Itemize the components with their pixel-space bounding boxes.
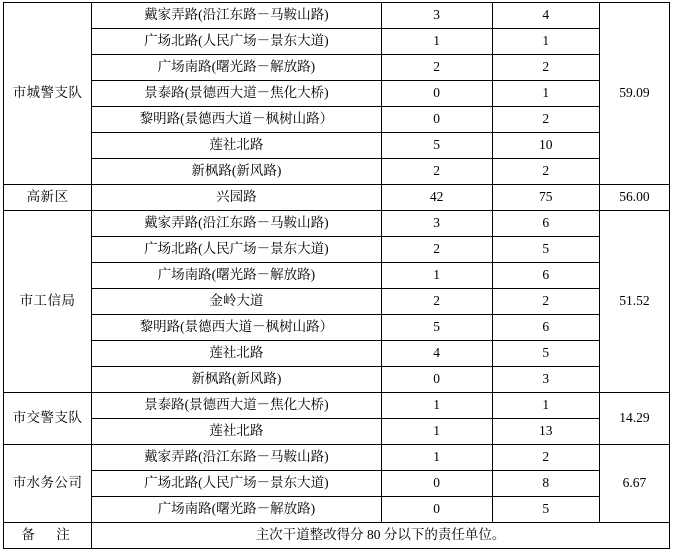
count2-cell: 5 <box>492 497 599 523</box>
count1-cell: 0 <box>381 81 492 107</box>
table-row <box>4 471 670 497</box>
count1-cell: 5 <box>381 315 492 341</box>
count1-cell: 3 <box>381 3 492 29</box>
count2-cell: 1 <box>492 29 599 55</box>
table-body <box>4 3 670 549</box>
score-cell: 59.09 <box>599 3 669 185</box>
road-cell: 新枫路(新风路) <box>92 367 381 393</box>
table-row <box>4 133 670 159</box>
count2-cell: 2 <box>492 289 599 315</box>
count2-cell: 13 <box>492 419 599 445</box>
count1-cell: 1 <box>381 445 492 471</box>
table-row <box>4 159 670 185</box>
footer-row <box>4 523 670 549</box>
count1-cell: 1 <box>381 263 492 289</box>
table-row <box>4 289 670 315</box>
table-row <box>4 419 670 445</box>
unit-cell: 市城警支队 <box>4 3 92 185</box>
road-cell: 广场北路(人民广场－景东大道) <box>92 237 381 263</box>
count2-cell: 8 <box>492 471 599 497</box>
table-row <box>4 29 670 55</box>
count1-cell: 5 <box>381 133 492 159</box>
table-row <box>4 107 670 133</box>
table-row <box>4 341 670 367</box>
score-cell: 51.52 <box>599 211 669 393</box>
count1-cell: 2 <box>381 289 492 315</box>
count1-cell: 3 <box>381 211 492 237</box>
count1-cell: 2 <box>381 55 492 81</box>
table-row <box>4 393 670 419</box>
count2-cell: 6 <box>492 211 599 237</box>
table-row <box>4 185 670 211</box>
count2-cell: 1 <box>492 81 599 107</box>
count1-cell: 2 <box>381 159 492 185</box>
table-row <box>4 445 670 471</box>
count2-cell: 3 <box>492 367 599 393</box>
count2-cell: 5 <box>492 237 599 263</box>
count1-cell: 0 <box>381 497 492 523</box>
road-cell: 金岭大道 <box>92 289 381 315</box>
road-cell: 莲社北路 <box>92 419 381 445</box>
count2-cell: 6 <box>492 315 599 341</box>
count2-cell: 75 <box>492 185 599 211</box>
road-cell: 广场北路(人民广场－景东大道) <box>92 29 381 55</box>
table-row <box>4 497 670 523</box>
count1-cell: 4 <box>381 341 492 367</box>
unit-cell: 高新区 <box>4 185 92 211</box>
unit-cell: 市水务公司 <box>4 445 92 523</box>
unit-cell: 市交警支队 <box>4 393 92 445</box>
road-cell: 新枫路(新风路) <box>92 159 381 185</box>
count2-cell: 2 <box>492 159 599 185</box>
road-cell: 戴家弄路(沿江东路－马鞍山路) <box>92 211 381 237</box>
road-cell: 戴家弄路(沿江东路－马鞍山路) <box>92 445 381 471</box>
count1-cell: 0 <box>381 367 492 393</box>
score-cell: 14.29 <box>599 393 669 445</box>
score-cell: 6.67 <box>599 445 669 523</box>
count2-cell: 2 <box>492 107 599 133</box>
count1-cell: 1 <box>381 29 492 55</box>
note-label: 备 注 <box>4 523 92 549</box>
count2-cell: 5 <box>492 341 599 367</box>
table-row <box>4 237 670 263</box>
road-cell: 黎明路(景德西大道－枫树山路） <box>92 107 381 133</box>
count1-cell: 2 <box>381 237 492 263</box>
count2-cell: 6 <box>492 263 599 289</box>
table-row <box>4 315 670 341</box>
road-cell: 景泰路(景德西大道－焦化大桥) <box>92 81 381 107</box>
table-row <box>4 263 670 289</box>
road-cell: 戴家弄路(沿江东路－马鞍山路) <box>92 3 381 29</box>
count2-cell: 2 <box>492 55 599 81</box>
count1-cell: 1 <box>381 393 492 419</box>
responsibility-table <box>3 2 670 549</box>
table-row <box>4 367 670 393</box>
road-cell: 莲社北路 <box>92 133 381 159</box>
score-cell: 56.00 <box>599 185 669 211</box>
table-row <box>4 211 670 237</box>
count2-cell: 1 <box>492 393 599 419</box>
road-cell: 莲社北路 <box>92 341 381 367</box>
unit-cell: 市工信局 <box>4 211 92 393</box>
road-cell: 黎明路(景德西大道－枫树山路） <box>92 315 381 341</box>
table-row <box>4 3 670 29</box>
count2-cell: 10 <box>492 133 599 159</box>
document-page <box>0 2 673 543</box>
table-row <box>4 55 670 81</box>
count1-cell: 0 <box>381 107 492 133</box>
road-cell: 兴园路 <box>92 185 381 211</box>
road-cell: 广场南路(曙光路－解放路) <box>92 263 381 289</box>
count1-cell: 42 <box>381 185 492 211</box>
count1-cell: 1 <box>381 419 492 445</box>
count2-cell: 2 <box>492 445 599 471</box>
note-text: 主次干道整改得分 80 分以下的责任单位。 <box>92 523 670 549</box>
table-row <box>4 81 670 107</box>
count1-cell: 0 <box>381 471 492 497</box>
count2-cell: 4 <box>492 3 599 29</box>
road-cell: 广场北路(人民广场－景东大道) <box>92 471 381 497</box>
road-cell: 广场南路(曙光路－解放路) <box>92 497 381 523</box>
road-cell: 广场南路(曙光路－解放路) <box>92 55 381 81</box>
road-cell: 景泰路(景德西大道－焦化大桥) <box>92 393 381 419</box>
